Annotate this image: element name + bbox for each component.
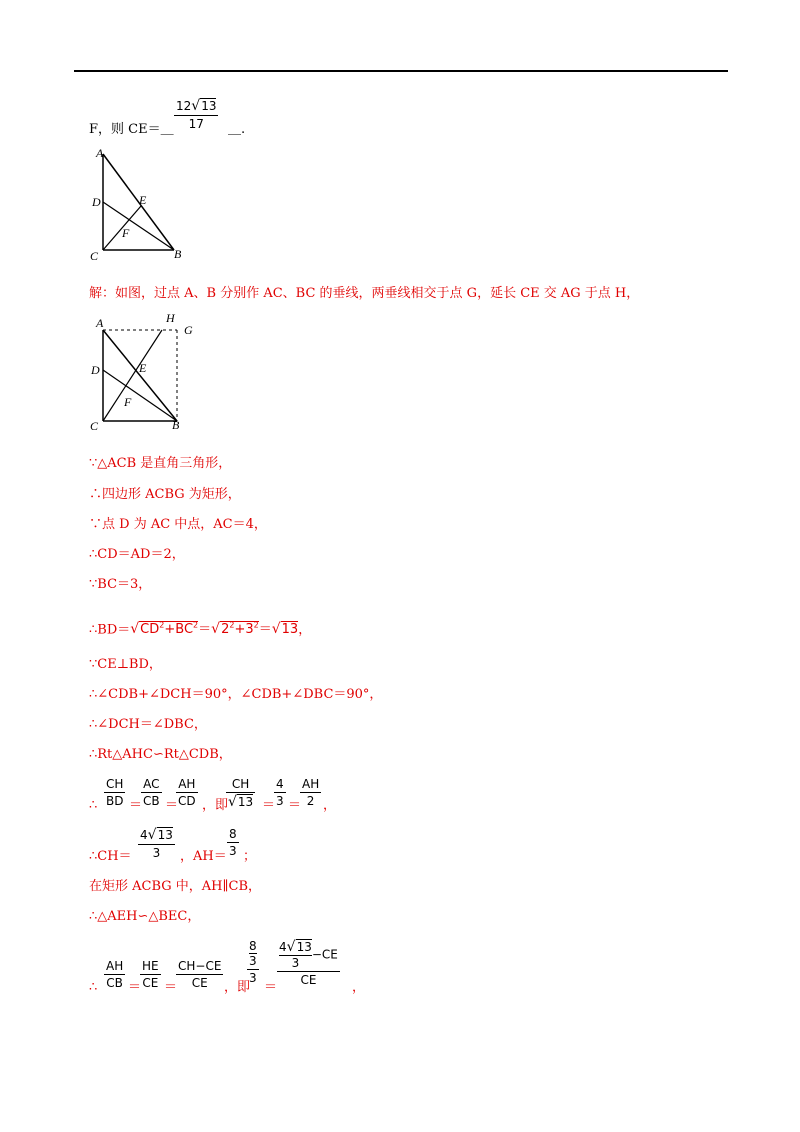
label-e: E — [139, 361, 147, 375]
label-c: C — [90, 249, 99, 263]
ratio3-frac-he-ce: $\frac{HE}{CE}$ — [142, 959, 159, 990]
ratio3-frac-8over3-over-3: 8 3 3 — [249, 939, 257, 985]
radical-icon: √ — [271, 621, 281, 638]
comma: ， — [352, 980, 366, 995]
step-4: ∴CD＝AD＝2， — [89, 547, 185, 562]
label-a: A — [96, 316, 104, 330]
step-7: ∵CE⊥BD， — [89, 657, 162, 672]
eq: ＝ — [262, 798, 276, 813]
ratio3-frac-chce-ce: $\frac{CH-CE}{CE}$ — [178, 959, 222, 990]
radical-icon: √ — [147, 827, 157, 843]
ch-value-fraction: $\frac{4√13}{3}$ — [140, 827, 173, 860]
ratio1-frac-ah-cd: $\frac{AH}{CD}$ — [178, 777, 196, 808]
ratio3-frac-ch-minus-ce: $\frac{4√13}{3}$ −CE CE — [279, 939, 338, 987]
step-11: 在矩形 ACBG 中，AH∥CB， — [89, 879, 262, 894]
step-1: ∵△ACB 是直角三角形， — [89, 456, 232, 471]
solution-diagram — [86, 310, 206, 436]
namely-text: ，即 — [202, 798, 229, 813]
radical-icon: √ — [286, 939, 296, 955]
ch-result-lead: ∴CH＝ — [89, 849, 132, 864]
bc-term: +BC — [164, 622, 194, 638]
step-5: ∵BC＝3， — [89, 577, 152, 592]
label-d: D — [91, 363, 100, 377]
step-8: ∴∠CDB+∠DCH＝90°，∠CDB+∠DBC＝90°， — [89, 687, 383, 702]
label-c: C — [90, 419, 99, 433]
ah-result-lead: ，AH＝ — [180, 849, 227, 864]
label-a: A — [96, 146, 104, 160]
answer-fraction — [174, 98, 218, 131]
step-2: ∴四边形 ACBG 为矩形， — [89, 487, 241, 502]
label-f: F — [124, 395, 132, 409]
step-9: ∴∠DCH＝∠DBC， — [89, 717, 207, 732]
answer-coef: 12 — [176, 99, 192, 113]
eq: ＝ — [264, 980, 278, 995]
two-term: 2 — [221, 622, 230, 638]
label-b: B — [174, 247, 182, 261]
blank-left: ＿ — [160, 122, 174, 137]
problem-line — [89, 121, 174, 139]
ratio3-lead: ∴ — [89, 980, 98, 995]
radicand-13: 13 — [281, 622, 299, 638]
ratio1-frac-ch-bd: $\frac{CH}{BD}$ — [106, 777, 124, 808]
step-10: ∴Rt△AHC∽Rt△CDB， — [89, 747, 232, 762]
segment-db — [103, 370, 177, 421]
step-3: ∵点 D 为 AC 中点，AC＝4， — [89, 517, 267, 532]
comma: ， — [298, 622, 312, 638]
semicolon: ； — [243, 849, 257, 864]
ratio3-frac-ah-cb: $\frac{AH}{CB}$ — [106, 959, 124, 990]
step-6: $\therefore BD=√CD^2+BC^2=√2^2+3^2=√13$， — [89, 621, 312, 638]
ratio1-lead: ∴ — [89, 798, 98, 813]
label-d: D — [92, 195, 101, 209]
equals-sign: ＝ — [198, 622, 212, 638]
header-rule — [74, 70, 728, 72]
eq: ＝ — [129, 798, 143, 813]
label-f: F — [122, 226, 130, 240]
answer-denominator: 17 — [174, 115, 218, 131]
namely-text: ，即 — [224, 980, 251, 995]
eq: ＝ — [128, 980, 142, 995]
three-term: +3 — [234, 622, 254, 638]
radical-icon: √ — [228, 794, 237, 810]
ratio1-frac-4-3: $\frac{4}{3}$ — [276, 777, 284, 808]
bd-prefix: ∴BD＝ — [89, 622, 131, 638]
comma: ， — [323, 798, 337, 813]
problem-diagram — [86, 142, 196, 266]
ratio1-frac-ah-2: $\frac{AH}{2}$ — [302, 777, 320, 808]
equals-sign: ＝ — [258, 622, 272, 638]
eq: ＝ — [165, 798, 179, 813]
ratio1-frac-ch-sqrt13: $\frac{CH}{√13}$ — [228, 777, 254, 810]
ah-value-fraction: $\frac{8}{3}$ — [229, 827, 237, 858]
eq: ＝ — [164, 980, 178, 995]
label-g: G — [184, 323, 193, 337]
radical-icon: √ — [191, 98, 201, 114]
eq: ＝ — [288, 798, 302, 813]
radical-icon: √ — [130, 621, 140, 638]
problem-prefix: F，则 CE＝ — [89, 122, 161, 137]
step-12: ∴△AEH∽△BEC， — [89, 909, 201, 924]
radical-icon: √ — [211, 621, 221, 638]
side-ab — [103, 330, 177, 421]
label-e: E — [139, 193, 147, 207]
solution-intro: 解：如图，过点 A、B 分别作 AC、BC 的垂线，两垂线相交于点 G，延长 CE 交 AG 于点 H， — [89, 286, 640, 301]
answer-radicand: 13 — [201, 99, 217, 113]
label-b: B — [172, 418, 180, 432]
cd-term: CD — [140, 622, 160, 638]
blank-right: ＿. — [228, 122, 246, 137]
label-h: H — [166, 311, 175, 325]
ratio1-frac-ac-cb: $\frac{AC}{CB}$ — [143, 777, 160, 808]
